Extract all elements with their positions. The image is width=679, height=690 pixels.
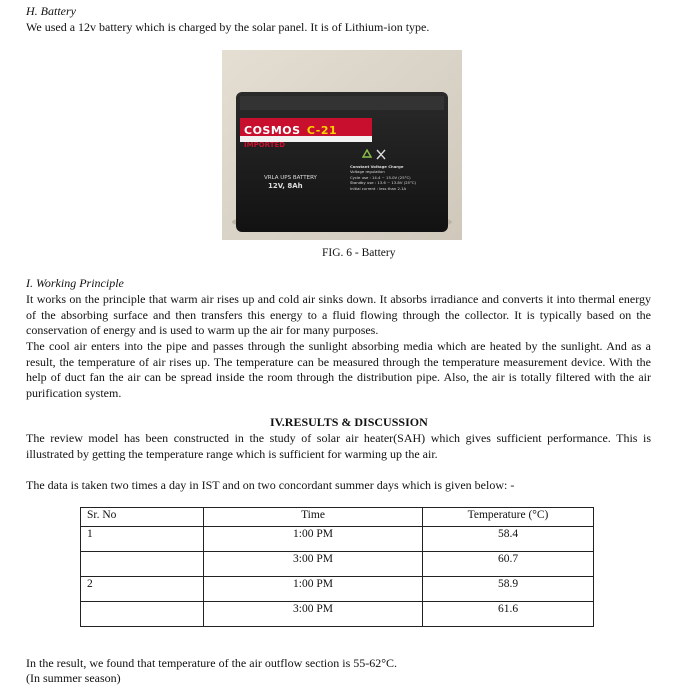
battery-brand: COSMOS bbox=[244, 124, 301, 137]
battery-model: C-21 bbox=[306, 124, 338, 137]
table-header-row bbox=[81, 508, 594, 527]
table-cell: 2 bbox=[81, 577, 204, 602]
temperature-table bbox=[80, 507, 594, 627]
section-i-heading: I. Working Principle bbox=[26, 276, 124, 290]
table-header-cell: Time bbox=[204, 508, 423, 527]
table-cell: 1 bbox=[81, 527, 204, 552]
table-cell: 60.7 bbox=[423, 552, 594, 577]
battery-type: VRLA UPS BATTERY bbox=[264, 175, 317, 181]
table-row bbox=[81, 552, 594, 577]
table-cell bbox=[81, 552, 204, 577]
conclusion-line-2: (In summer season) bbox=[26, 671, 121, 685]
battery-spec-sub: Voltage regulation bbox=[350, 169, 385, 175]
conclusion-line-1: In the result, we found that temperature of the air outflow section is 55-62°C. bbox=[26, 656, 398, 670]
battery-spec-initial: Initial current : less than 2.1A bbox=[350, 185, 407, 191]
table-header-cell: Temperature (°C) bbox=[423, 508, 594, 527]
battery-spec-standby: Standby use : 13.6 ~ 13.8V (25°C) bbox=[350, 180, 416, 186]
results-paragraph-2: The data is taken two times a day in IST and on two concordant summer days which is given below: - bbox=[26, 478, 515, 492]
section-h-heading: H. Battery bbox=[26, 4, 76, 18]
table-header-cell: Sr. No bbox=[81, 508, 204, 527]
table-cell: 58.4 bbox=[423, 527, 594, 552]
battery-spec-title: Constant Voltage Charge bbox=[350, 164, 404, 169]
section-h-text: We used a 12v battery which is charged by the solar panel. It is of Lithium-ion type. bbox=[26, 20, 430, 34]
table-cell bbox=[81, 602, 204, 627]
table-cell: 3:00 PM bbox=[204, 552, 423, 577]
table-cell: 61.6 bbox=[423, 602, 594, 627]
table-cell: 3:00 PM bbox=[204, 602, 423, 627]
table-row bbox=[81, 577, 594, 602]
battery-photo bbox=[222, 50, 462, 240]
table-row bbox=[81, 602, 594, 627]
battery-spec-cycle: Cycle use : 14.4 ~ 15.0V (25°C) bbox=[350, 174, 411, 180]
battery-rating: 12V, 8Ah bbox=[268, 182, 303, 190]
figure-caption: FIG. 6 - Battery bbox=[322, 247, 396, 259]
section-i-paragraph-1: It works on the principle that warm air rises up and cold air sinks down. It absorbs irradiance and converts it into thermal energy of the absorbing surface and then transfers this energy to a fluid flowing through the collector. It is typically based on the conservation of energy and is used to warm up the air for many purposes. bbox=[26, 292, 651, 337]
battery-imported: IMPORTED bbox=[244, 141, 286, 149]
section-i-paragraph-2: The cool air enters into the pipe and passes through the sunlight absorbing media which are heated by the sunlight. And as a result, the temperature of air rises up. The temperature can be measured through the temperature measurement device. With the help of duct fan the air can be spread inside the room through the distribution pipe. Also, the air is totally filtered with the air purification system. bbox=[26, 339, 651, 400]
table-row bbox=[81, 527, 594, 552]
table-cell: 1:00 PM bbox=[204, 527, 423, 552]
table-cell: 1:00 PM bbox=[204, 577, 423, 602]
results-paragraph-1: The review model has been constructed in the study of solar air heater(SAH) which gives sufficient performance. This is illustrated by getting the temperature range which is sufficient for warming up the air. bbox=[26, 431, 651, 461]
results-title: IV.RESULTS & DISCUSSION bbox=[270, 415, 428, 429]
table-cell: 58.9 bbox=[423, 577, 594, 602]
